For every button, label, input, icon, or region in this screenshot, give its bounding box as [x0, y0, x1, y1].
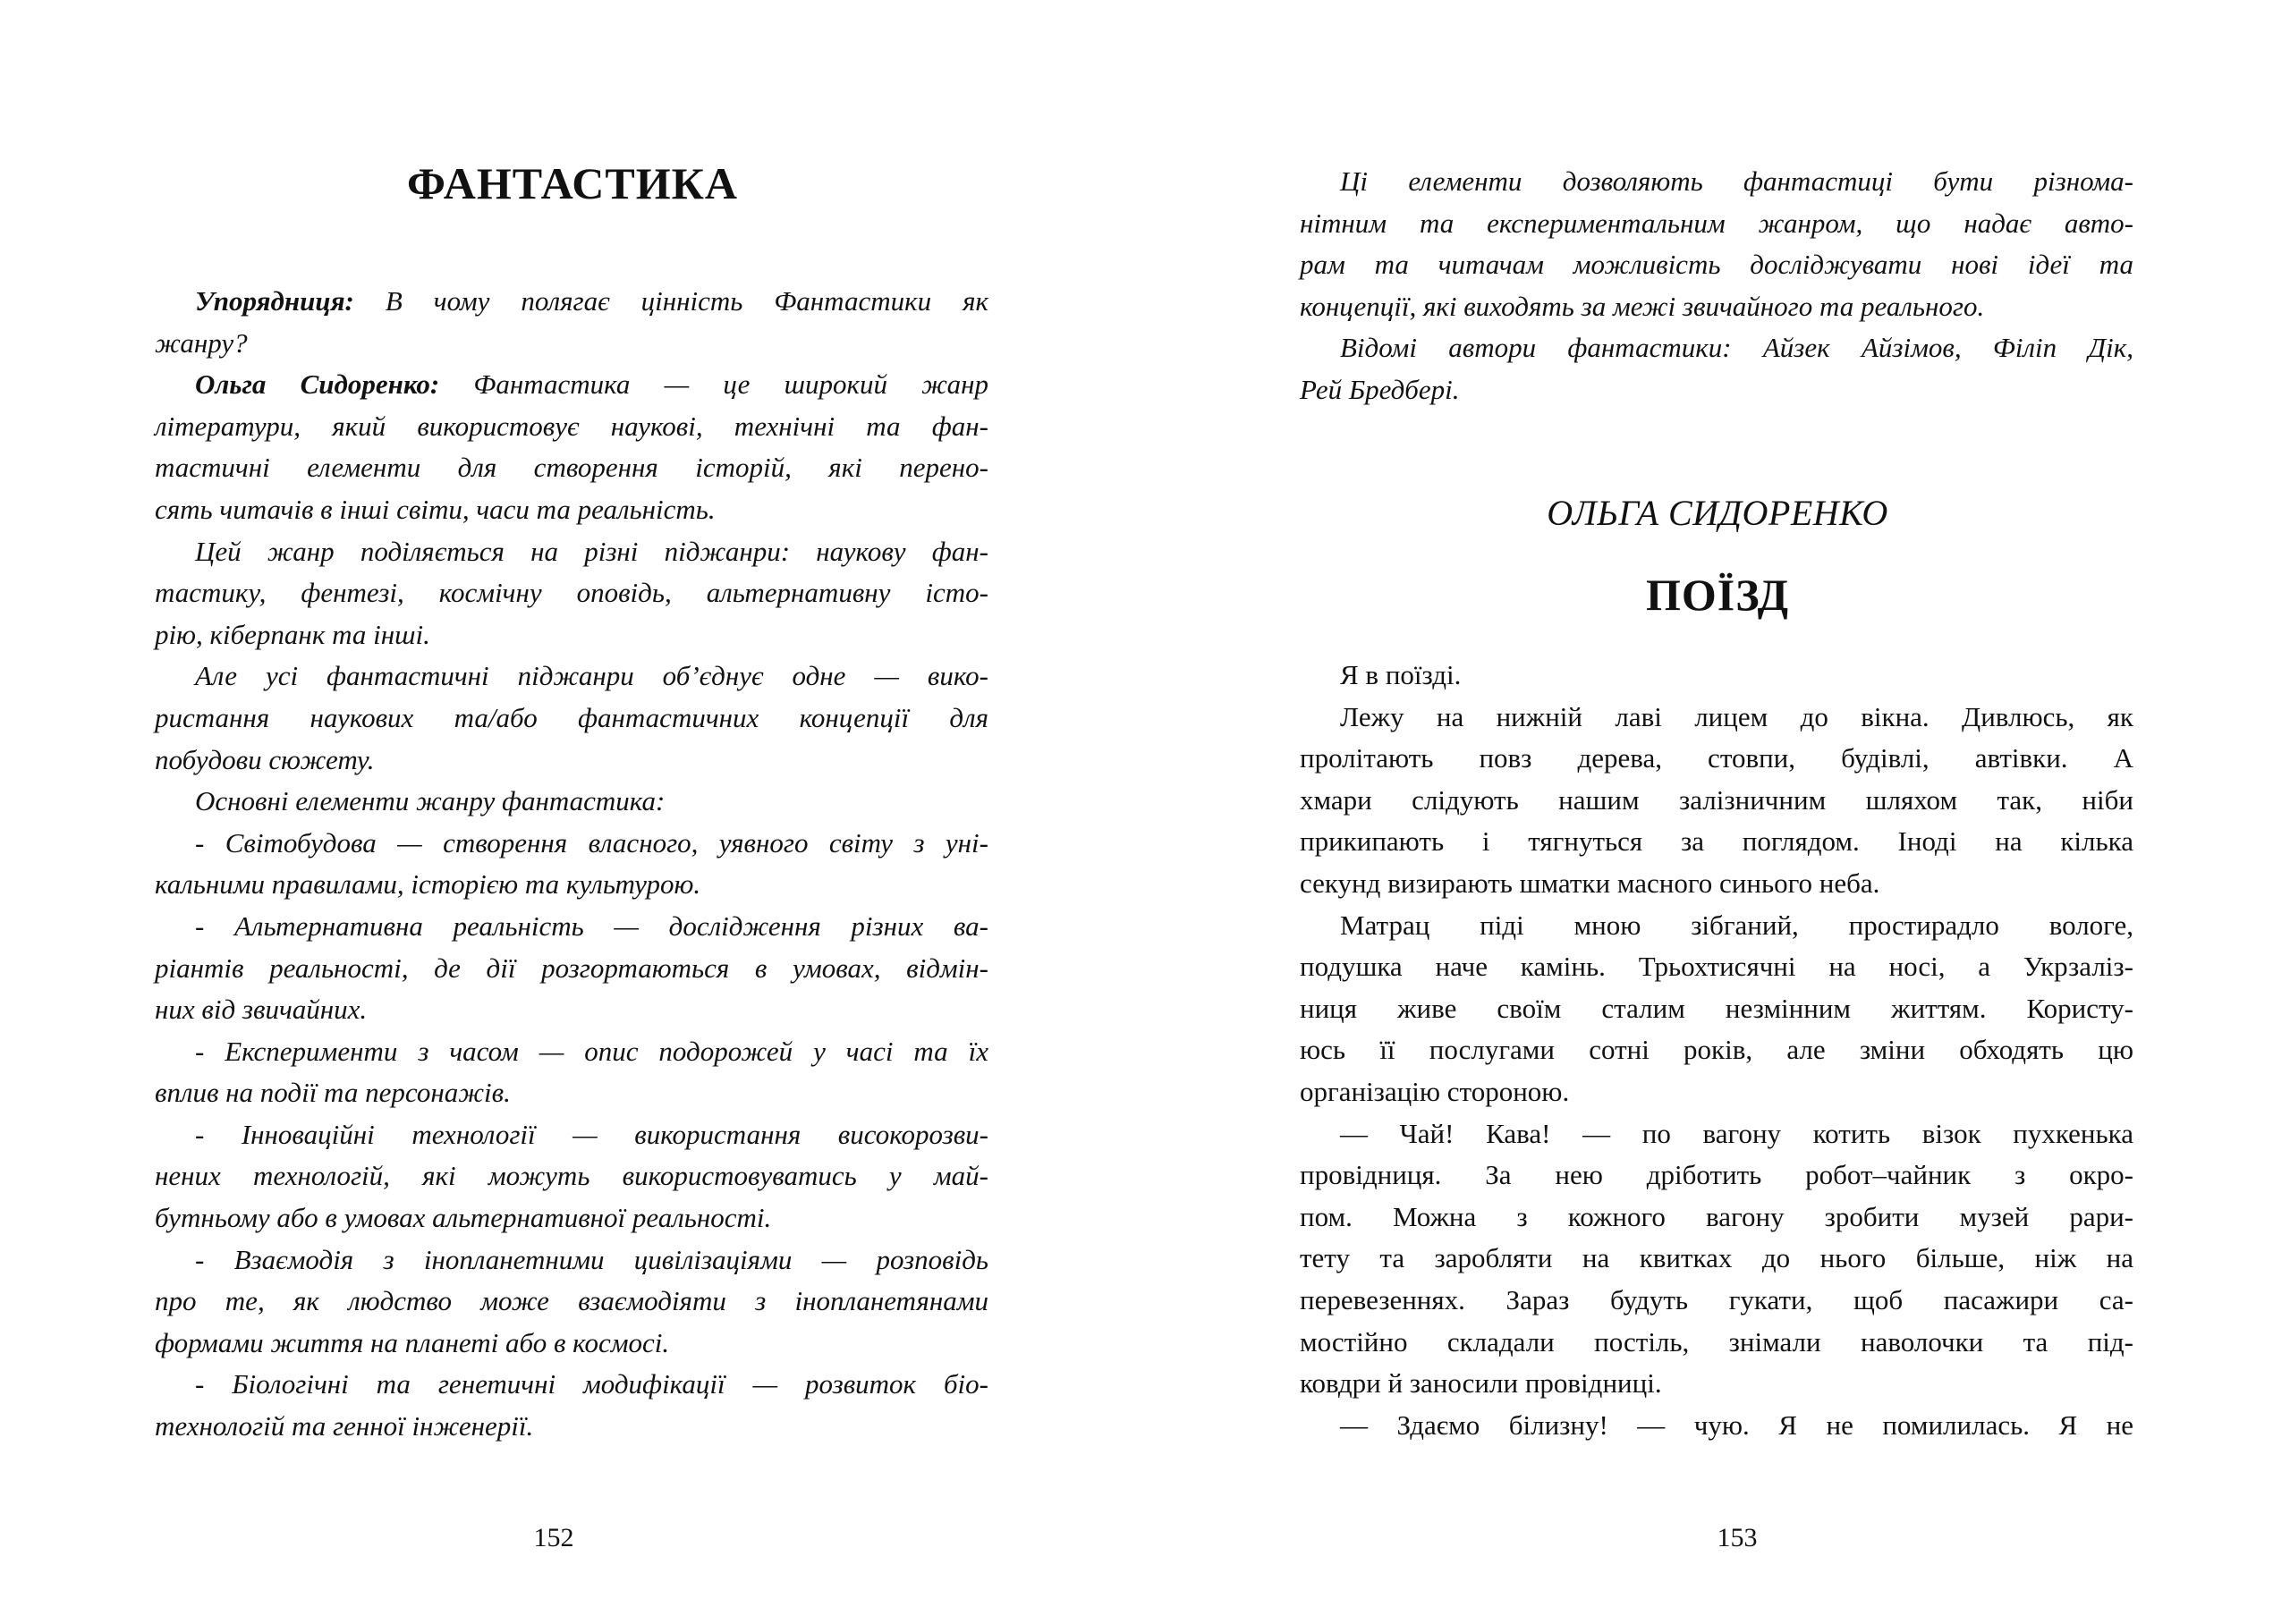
interview-question-line: Упорядниця: В чому полягає цінність Фантастики як: [195, 285, 988, 317]
paragraph-line: рам та читачам можливість досліджувати нові ідеї та: [1300, 249, 2133, 281]
right-page: [1145, 0, 2290, 1624]
answer-speaker: Ольга Сидоренко:: [195, 368, 440, 401]
page-number: 152: [533, 1523, 574, 1552]
paragraph-line: Цей жанр поділяється на різні піджанри: наукову фан-: [195, 535, 988, 567]
story-line: хмари слідують нашим залізничним шляхом так, ніби: [1300, 783, 2133, 816]
list-heading: Основні елементи жанру фантастика:: [195, 785, 666, 817]
list-item-line: них від звичайних.: [155, 994, 368, 1026]
story-line: прикипають і тягнуться за поглядом. Іноді на кілька: [1300, 825, 2133, 858]
story-line: ниця живе своїм сталим незмінним життям. Користу-: [1300, 992, 2133, 1024]
list-item-line: про те, як людство може взаємодіяти з інопланетянами: [155, 1285, 988, 1317]
story-title: ПОЇЗД: [1646, 570, 1789, 620]
paragraph-line: Відомі автори фантастики: Айзек Айзімов, Філіп Дік,: [1340, 332, 2133, 364]
story-body: [1300, 655, 2133, 1446]
list-item-line: кальними правилами, історією та культурою.: [155, 868, 701, 901]
interview-question-line: жанру?: [155, 326, 248, 359]
story-line: ковдри й заносили провідниці.: [1300, 1367, 1662, 1400]
question-speaker: Упорядниця:: [195, 285, 354, 317]
paragraph-line: тастику, фентезі, космічну оповідь, альтернативну істо-: [155, 577, 988, 609]
story-line: мостійно складали постіль, знімали наволочки та під-: [1300, 1325, 2133, 1358]
answer-line: сять читачів в інші світи, часи та реальність.: [155, 493, 716, 525]
paragraph-line: рію, кіберпанк та інші.: [155, 618, 430, 650]
story-line: Лежу на нижній лаві лицем до вікна. Дивлюсь, як: [1340, 700, 2133, 732]
section-title: ФАНТАСТИКА: [407, 158, 738, 208]
list-item-line: - Інноваційні технології — використання високорозви-: [195, 1118, 988, 1150]
list-item-line: - Експерименти з часом — опис подорожей у часі та їх: [195, 1035, 988, 1067]
paragraph-line: ристання наукових та/або фантастичних концепції для: [155, 701, 988, 733]
list-item-line: вплив на події та персонажів.: [155, 1077, 511, 1109]
list-item-line: технологій та генної інженерії.: [155, 1410, 534, 1442]
list-item-line: нених технологій, які можуть використовуватись у май-: [155, 1160, 988, 1192]
left-page-body: [155, 281, 988, 1448]
paragraph-line: Ці елементи дозволяють фантастиці бути різнома-: [1340, 165, 2133, 197]
answer-line: літератури, який використовує наукові, технічні та фан-: [155, 410, 988, 442]
list-item-line: - Біологічні та генетичні модифікації — розвиток біо-: [195, 1368, 988, 1400]
story-line: провідниця. За нею дріботить робот–чайник з окро-: [1300, 1159, 2133, 1191]
answer-line: тастичні елементи для створення історій, які перено-: [155, 452, 988, 484]
story-line: пом. Можна з кожного вагону зробити музей рари-: [1300, 1200, 2133, 1232]
story-line: — Здаємо білизну! — чую. Я не помилилась. Я не: [1340, 1408, 2133, 1441]
story-line: пролітають повз дерева, стовпи, будівлі, автівки. А: [1300, 742, 2133, 774]
list-item-line: - Альтернативна реальність — дослідження різних ва-: [195, 909, 988, 942]
paragraph-line: побудови сюжету.: [155, 743, 375, 775]
story-line: юсь її послугами сотні років, але зміни обходять цю: [1300, 1034, 2133, 1066]
story-line: організацію стороною.: [1300, 1075, 1570, 1107]
paragraph-line: Рей Бредбері.: [1300, 373, 1460, 405]
interview-answer-line: Ольга Сидоренко: Фантастика — це широкий жанр: [195, 368, 988, 401]
list-item-line: - Світобудова — створення власного, уявного світу з уні-: [195, 826, 988, 859]
paragraph-line: концепції, які виходять за межі звичайного та реального.: [1300, 290, 1985, 322]
story-line: Матрац піді мною зібганий, простирадло вологе,: [1340, 909, 2133, 941]
list-item-line: - Взаємодія з інопланетними цивілізаціями — розповідь: [195, 1243, 988, 1275]
story-line: секунд визирають шматки масного синього неба.: [1300, 867, 1880, 899]
story-line: — Чай! Кава! — по вагону котить візок пухкенька: [1340, 1117, 2133, 1149]
list-item-line: бутньому або в умовах альтернативної реальності.: [155, 1202, 772, 1234]
right-page-intro: [1300, 161, 2133, 411]
story-line: Я в поїзді.: [1340, 659, 1462, 690]
story-line: перевезеннях. Зараз будуть гукати, щоб пасажири са-: [1300, 1283, 2133, 1315]
story-line: тету та заробляти на квитках до нього більше, ніж на: [1300, 1242, 2133, 1274]
page-number: 153: [1717, 1523, 1758, 1552]
list-item-line: ріантів реальності, де дії розгортаються в умовах, відмін-: [155, 952, 988, 984]
story-author: ОЛЬГА СИДОРЕНКО: [1547, 493, 1888, 533]
paragraph-line: нітним та експериментальним жанром, що надає авто-: [1300, 207, 2133, 239]
paragraph-line: Але усі фантастичні піджанри об’єднує одне — вико-: [195, 660, 988, 692]
list-item-line: формами життя на планеті або в космосі.: [155, 1326, 670, 1358]
story-line: подушка наче камінь. Трьохтисячні на носі, а Укрзаліз-: [1300, 951, 2133, 983]
